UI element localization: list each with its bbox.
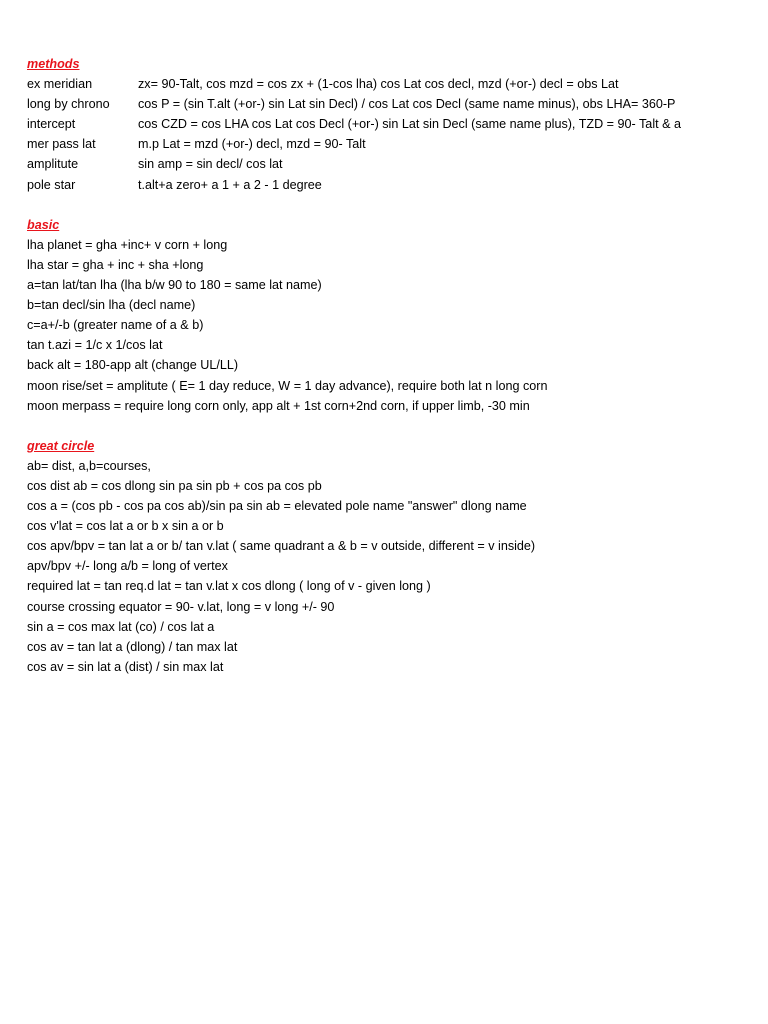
formula-line: moon rise/set = amplitute ( E= 1 day reduce, W = 1 day advance), require both lat n long corn	[27, 378, 548, 393]
great-circle-heading-row	[27, 436, 693, 456]
formula-line: moon merpass = require long corn only, app alt + 1st corn+2nd corn, if upper limb, -30 min	[27, 398, 530, 413]
formula-line: cos apv/bpv = tan lat a or b/ tan v.lat ( same quadrant a & b = v outside, different = v inside)	[27, 539, 536, 554]
method-formula: t.alt+a zero+ a 1 + a 2 - 1 degree	[138, 177, 322, 192]
method-row	[27, 94, 693, 114]
formula-line: course crossing equator = 90- v.lat, long = v long +/- 90	[27, 599, 335, 614]
formula-line: lha star = gha + inc + sha +long	[27, 257, 204, 272]
method-name: intercept	[27, 117, 76, 132]
formula-line: sin a = cos max lat (co) / cos lat a	[27, 619, 215, 634]
formula-line: tan t.azi = 1/c x 1/cos lat	[27, 338, 163, 353]
formula-line: required lat = tan req.d lat = tan v.lat x cos dlong ( long of v - given long )	[27, 579, 431, 594]
formula-line: lha planet = gha +inc+ v corn + long	[27, 237, 228, 252]
method-name: pole star	[27, 177, 76, 192]
formula-line: back alt = 180-app alt (change UL/LL)	[27, 358, 239, 373]
section-spacer	[27, 416, 693, 436]
method-formula: zx= 90-Talt, cos mzd = cos zx + (1-cos lha) cos Lat cos decl, mzd (+or-) decl = obs Lat	[138, 77, 619, 92]
formula-line: b=tan decl/sin lha (decl name)	[27, 298, 196, 313]
formula-line: cos av = tan lat a (dlong) / tan max lat	[27, 639, 238, 654]
method-name: long by chrono	[27, 97, 110, 112]
formula-line: cos dist ab = cos dlong sin pa sin pb + cos pa cos pb	[27, 478, 322, 493]
method-name: ex meridian	[27, 77, 93, 92]
method-formula: cos CZD = cos LHA cos Lat cos Decl (+or-) sin Lat sin Decl (same name plus), TZD = 90- Talt & a	[138, 117, 682, 132]
method-name: mer pass lat	[27, 137, 96, 152]
method-row	[27, 74, 693, 94]
method-name: amplitute	[27, 157, 79, 172]
method-formula: m.p Lat = mzd (+or-) decl, mzd = 90- Talt	[138, 137, 366, 152]
formula-line: apv/bpv +/- long a/b = long of vertex	[27, 559, 228, 574]
method-row	[27, 154, 693, 174]
formula-line: cos a = (cos pb - cos pa cos ab)/sin pa sin ab = elevated pole name "answer" dlong name	[27, 499, 527, 514]
method-formula: sin amp = sin decl/ cos lat	[138, 157, 283, 172]
section-spacer	[27, 195, 693, 215]
great-circle-heading: great circle	[27, 438, 95, 453]
methods-heading: methods	[27, 57, 80, 71]
method-formula: cos P = (sin T.alt (+or-) sin Lat sin Decl) / cos Lat cos Decl (same name minus), obs LHA= 360-P	[138, 97, 676, 112]
methods-heading-row	[27, 54, 693, 74]
formula-line: cos v'lat = cos lat a or b x sin a or b	[27, 519, 224, 534]
basic-heading: basic	[27, 217, 60, 232]
method-row	[27, 175, 693, 195]
formula-line: cos av = sin lat a (dist) / sin max lat	[27, 659, 224, 674]
method-row	[27, 134, 693, 154]
method-row	[27, 114, 693, 134]
formula-line: ab= dist, a,b=courses,	[27, 458, 151, 473]
document-content	[27, 54, 693, 677]
formula-line: c=a+/-b (greater name of a & b)	[27, 318, 204, 333]
formula-line: a=tan lat/tan lha (lha b/w 90 to 180 = same lat name)	[27, 278, 322, 293]
basic-heading-row	[27, 215, 693, 235]
